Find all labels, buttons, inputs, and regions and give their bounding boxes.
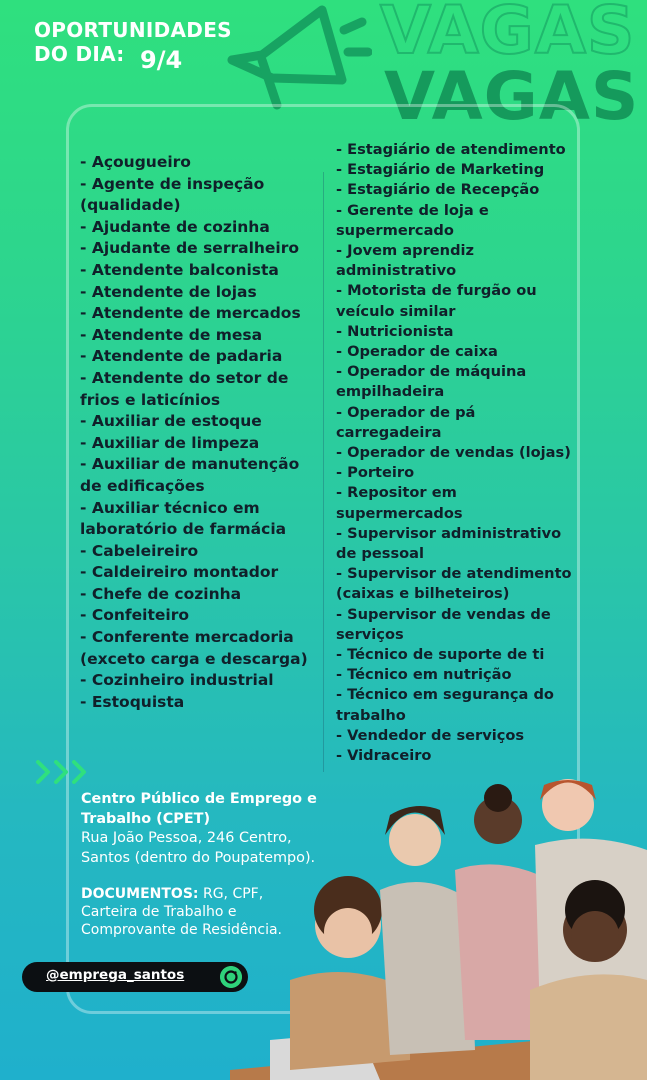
job-item: - Operador de máquina empilhadeira bbox=[336, 363, 527, 401]
job-item: - Estagiário de Marketing bbox=[336, 161, 545, 179]
job-item: - Caldeireiro montador bbox=[80, 563, 279, 582]
job-item: - Atendente de mercados bbox=[80, 304, 301, 323]
team-photo bbox=[230, 770, 647, 1080]
job-item: - Auxiliar técnico em laboratório de farmácia bbox=[80, 498, 287, 539]
job-item: - Operador de vendas (lojas) bbox=[336, 444, 571, 462]
job-item: - Porteiro bbox=[336, 464, 415, 482]
job-item: - Açougueiro bbox=[80, 153, 191, 171]
job-item: - Auxiliar de estoque bbox=[80, 412, 262, 431]
page-title bbox=[34, 18, 232, 66]
documents-text: RG, CPF, Carteira de Trabalho e Comprovante de Residência. bbox=[81, 886, 283, 938]
job-item: - Auxiliar de manutenção de edificações bbox=[80, 455, 300, 495]
job-item: - Conferente mercadoria (exceto carga e descarga) bbox=[80, 628, 308, 668]
title-line-1: OPORTUNIDADES bbox=[34, 18, 232, 42]
job-item: - Técnico de suporte de ti bbox=[336, 646, 545, 664]
vagas-solid-text: VAGAS bbox=[384, 58, 640, 135]
job-item: - Chefe de cozinha bbox=[80, 584, 242, 603]
date-label: 9/4 bbox=[140, 46, 183, 74]
org-name: Centro Público de Emprego e Trabalho (CPET) bbox=[81, 791, 317, 827]
vagas-outline-text: VAGAS bbox=[380, 0, 636, 69]
job-item: - Atendente de padaria bbox=[80, 347, 283, 366]
job-item: - Supervisor de vendas de serviços bbox=[336, 605, 551, 643]
jobs-list-right bbox=[336, 140, 584, 766]
job-item: - Supervisor administrativo de pessoal bbox=[336, 524, 562, 563]
social-handle-pill[interactable] bbox=[22, 962, 248, 992]
job-item: - Auxiliar de limpeza bbox=[80, 433, 260, 452]
address: Rua João Pessoa, 246 Centro, Santos (dentro do Poupatempo). bbox=[81, 830, 316, 866]
job-item: - Agente de inspeção (qualidade) bbox=[80, 174, 265, 215]
chevron-arrows-icon bbox=[34, 758, 98, 786]
job-item: - Técnico em segurança do trabalho bbox=[336, 686, 554, 724]
job-item: - Cozinheiro industrial bbox=[80, 671, 274, 690]
job-item: - Estoquista bbox=[80, 692, 185, 711]
job-item: - Estagiário de atendimento bbox=[336, 141, 566, 158]
job-item: - Estagiário de Recepção bbox=[336, 181, 540, 199]
job-item: - Repositor em supermercados bbox=[336, 484, 463, 522]
documents-label: DOCUMENTOS: bbox=[81, 886, 199, 903]
job-item: - Vidraceiro bbox=[336, 747, 432, 765]
job-item: - Supervisor de atendimento (caixas e bilheteiros) bbox=[336, 565, 572, 603]
job-item: - Atendente de lojas bbox=[80, 282, 257, 301]
job-item: - Motorista de furgão ou veículo similar bbox=[336, 282, 537, 320]
job-item: - Atendente de mesa bbox=[80, 325, 263, 344]
job-item: - Atendente balconista bbox=[80, 260, 279, 279]
job-item: - Nutricionista bbox=[336, 322, 454, 340]
title-line-2: DO DIA: bbox=[34, 42, 125, 66]
job-item: - Jovem aprendiz administrativo bbox=[336, 242, 475, 280]
job-item: - Confeiteiro bbox=[80, 606, 189, 625]
job-item: - Técnico em nutrição bbox=[336, 666, 512, 684]
jobs-list-left bbox=[80, 152, 318, 713]
job-item: - Operador de pá carregadeira bbox=[336, 403, 476, 441]
job-item: - Atendente do setor de frios e laticínios bbox=[80, 368, 289, 409]
job-item: - Ajudante de cozinha bbox=[80, 217, 270, 236]
column-divider bbox=[323, 172, 324, 772]
job-item: - Cabeleireiro bbox=[80, 541, 199, 560]
job-item: - Operador de caixa bbox=[336, 343, 498, 361]
job-item: - Vendedor de serviços bbox=[336, 726, 525, 744]
social-handle-text[interactable]: @emprega_santos bbox=[46, 967, 185, 983]
job-item: - Ajudante de serralheiro bbox=[80, 239, 300, 258]
job-item: - Gerente de loja e supermercado bbox=[336, 201, 489, 239]
